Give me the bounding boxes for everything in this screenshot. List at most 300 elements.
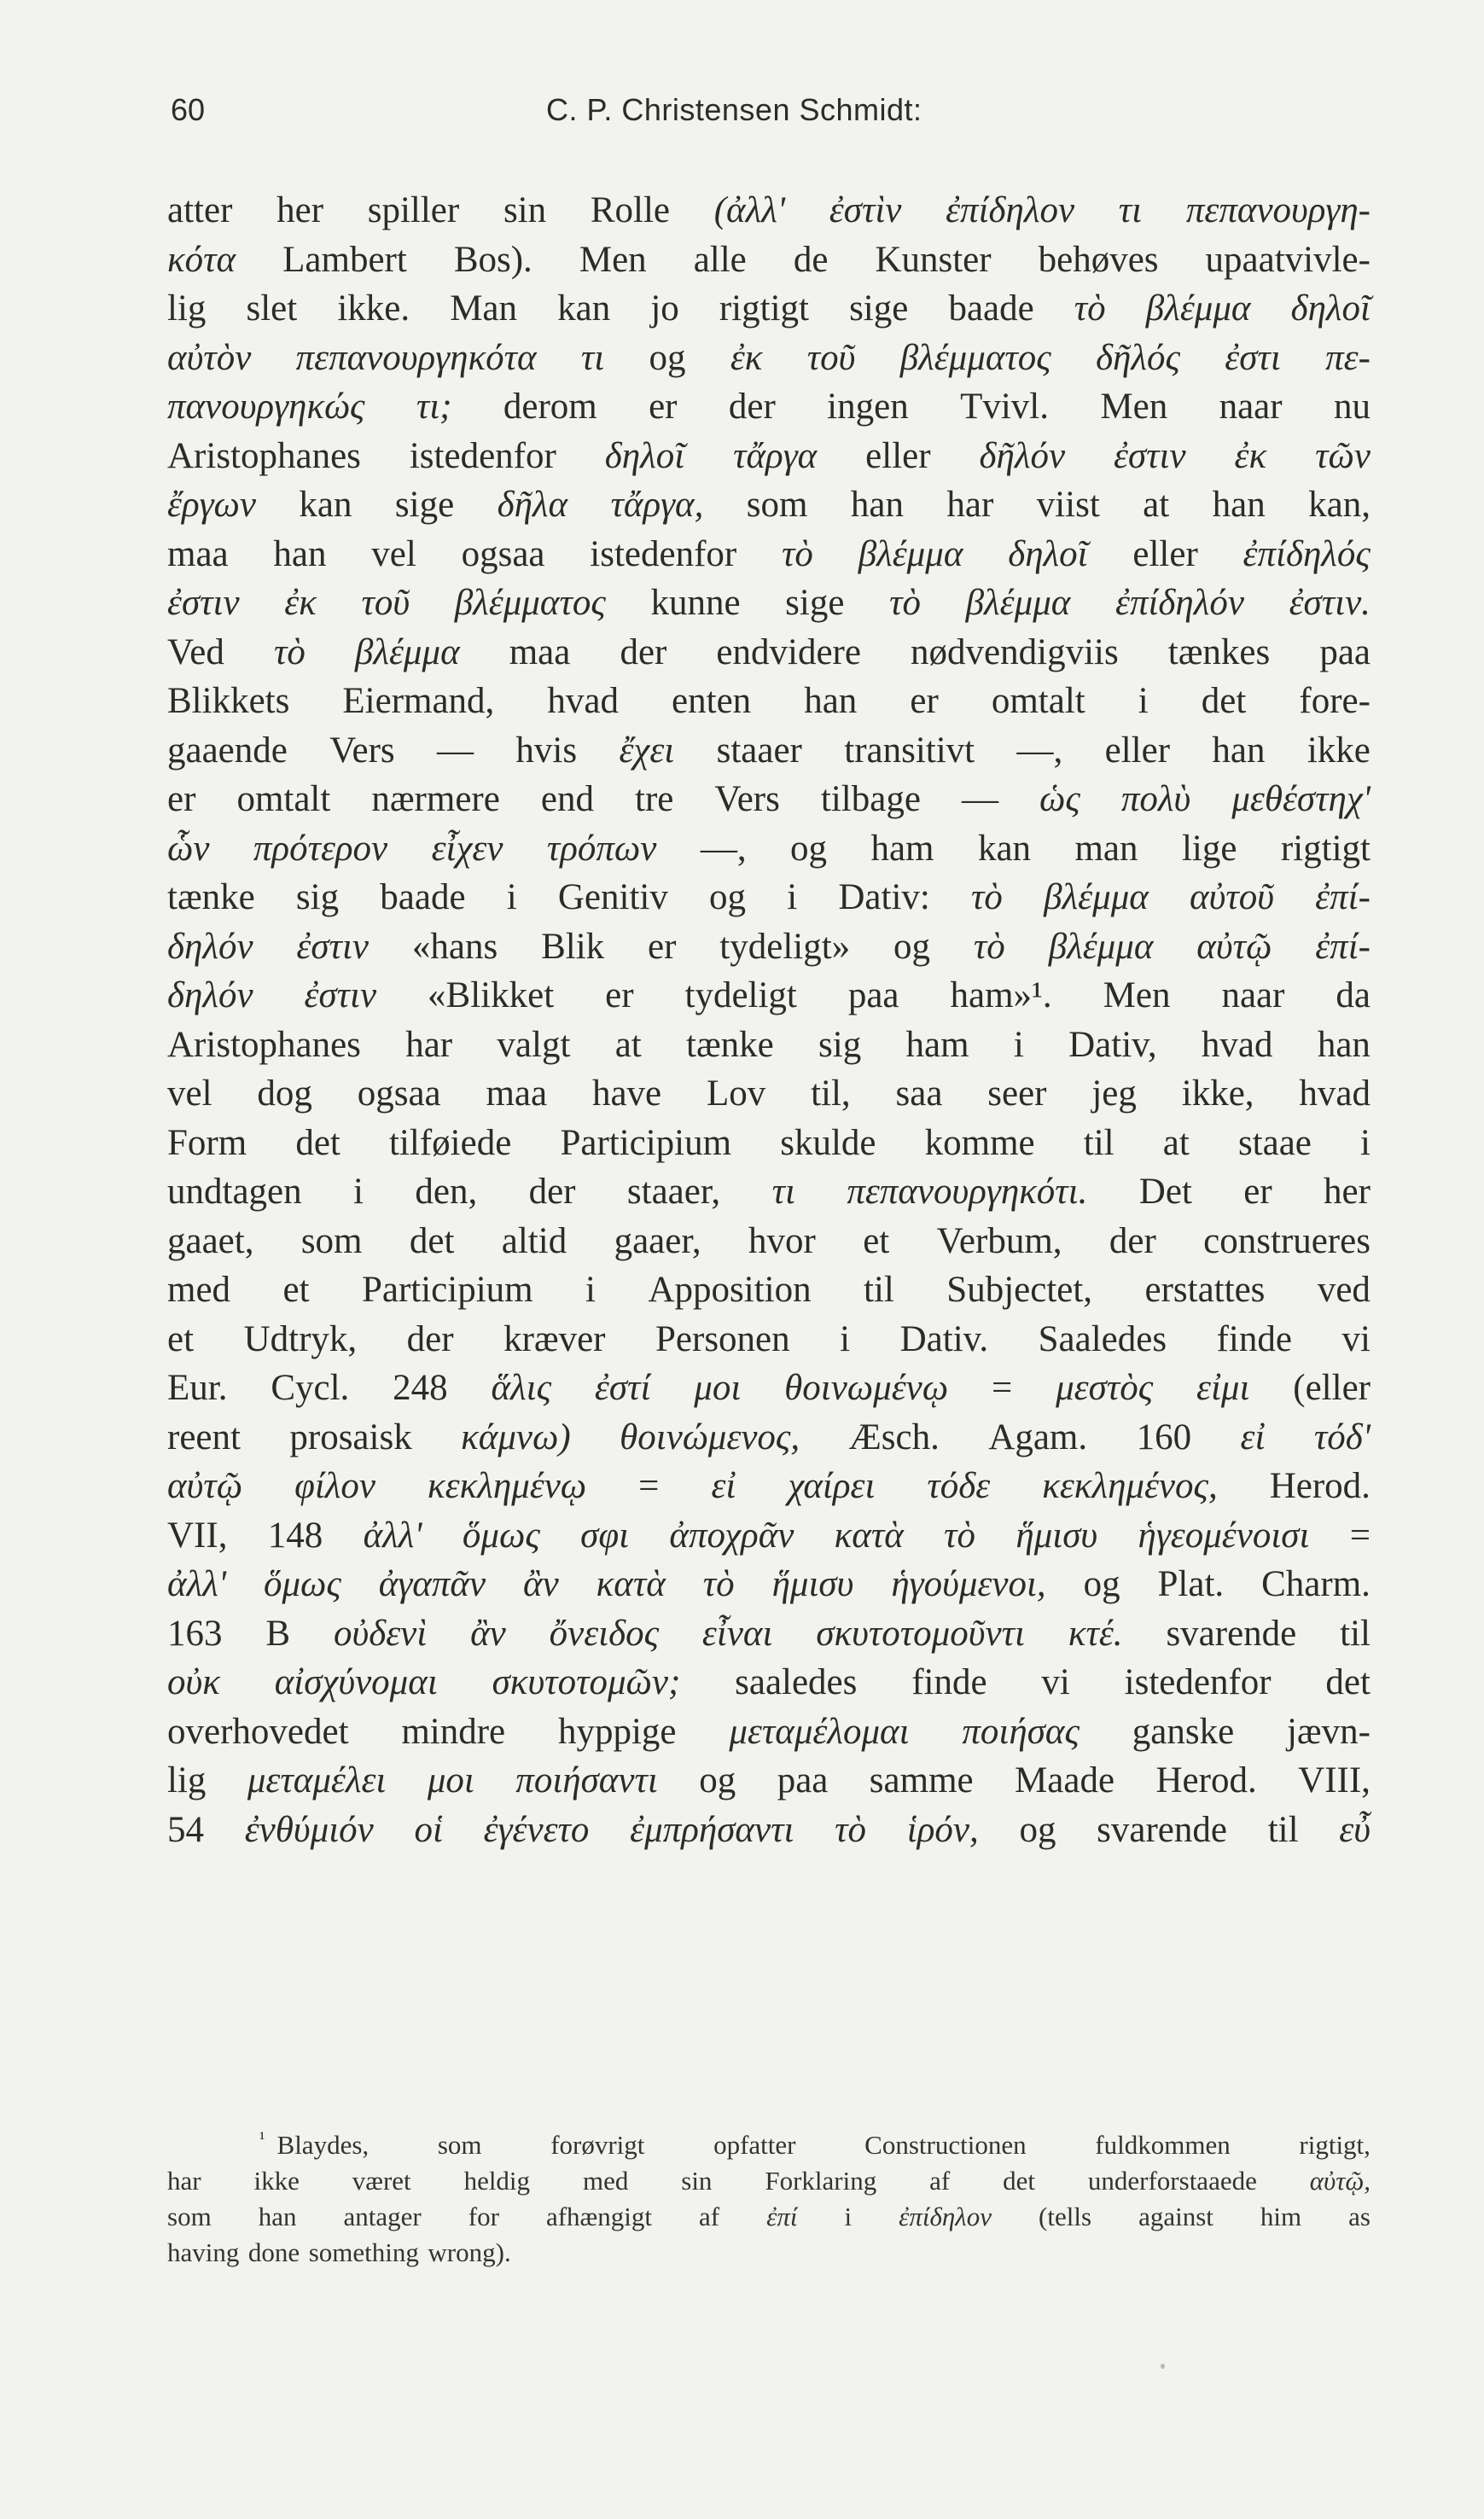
word: ἐστιν [304, 975, 377, 1015]
word: ἂν [470, 1613, 506, 1654]
word: ikke [253, 2166, 300, 2196]
word: han [1212, 485, 1266, 525]
word: kan [299, 485, 352, 525]
word: Men [579, 239, 647, 280]
word: finde [1216, 1318, 1292, 1359]
word: af [698, 2202, 720, 2231]
word: Udtryk, [243, 1318, 358, 1359]
word: hvor [748, 1220, 816, 1261]
word: af [929, 2166, 951, 2196]
word: Charm. [1261, 1564, 1371, 1604]
text-line [167, 726, 1371, 776]
text-line [167, 236, 1371, 285]
word: spiller [367, 190, 460, 230]
word: πρότερον [253, 828, 388, 869]
text-line [167, 334, 1371, 383]
word: δηλοῖ [1008, 533, 1088, 574]
word: gaaer, [614, 1220, 701, 1261]
word: δηλόν [167, 926, 253, 967]
word: det [295, 1122, 340, 1163]
word: i [353, 1172, 364, 1212]
word: ἀλλ' [167, 1564, 227, 1604]
word: i [585, 1270, 596, 1310]
word: underforstaaede [1087, 2166, 1257, 2196]
text-line [167, 971, 1371, 1021]
text-line [167, 1119, 1371, 1168]
word: staae [1237, 1122, 1312, 1163]
word: i [844, 2202, 853, 2231]
footnotes [167, 2127, 1371, 2271]
word: hvad [547, 681, 619, 721]
word: ἐπίδηλον [899, 2202, 992, 2231]
word: κτέ. [1068, 1613, 1123, 1654]
text-line [167, 579, 1371, 628]
text-line [167, 1609, 1371, 1659]
word: «Blikket [428, 975, 555, 1015]
word: Herod. [1155, 1760, 1257, 1801]
word: har [405, 1024, 453, 1065]
word: derom [503, 387, 597, 427]
text-line [167, 1364, 1371, 1413]
word: 163 [167, 1613, 223, 1654]
word: alle [693, 239, 747, 280]
word: kan [557, 288, 611, 329]
word: τι [1118, 190, 1143, 230]
word: naar [1219, 387, 1283, 427]
word: αὐτῷ, [1309, 2166, 1371, 2196]
word: lige [1181, 828, 1237, 869]
text-line [167, 1658, 1371, 1707]
word: han [273, 533, 327, 574]
word: VII, [167, 1515, 228, 1556]
footnote-line [167, 2199, 1371, 2235]
word: det [1201, 681, 1247, 721]
footnote-line [167, 2235, 1371, 2271]
word: forøvrigt [550, 2130, 645, 2160]
word: = [991, 1368, 1013, 1408]
word: er [1243, 1172, 1272, 1212]
footnote-mark: ¹ [259, 2127, 265, 2149]
word: ἐστὶν [829, 190, 902, 230]
word: kan [977, 828, 1032, 869]
text-line [167, 775, 1371, 824]
word: 160 [1136, 1417, 1192, 1457]
word: han [804, 681, 858, 721]
word: δηλοῖ [604, 435, 685, 476]
word: som [746, 485, 808, 525]
word: eller [1132, 533, 1198, 574]
word: κατὰ [596, 1564, 666, 1604]
word: Ved [167, 631, 224, 672]
word: gaaende [167, 730, 288, 771]
word: μεστὸς [1056, 1368, 1154, 1408]
word: jævn- [1286, 1711, 1371, 1752]
word: at [1162, 1122, 1190, 1163]
text-line [167, 1021, 1371, 1070]
word: Aristophanes [167, 435, 361, 476]
word: Blik [541, 926, 605, 967]
word: ἅλις [491, 1368, 552, 1408]
word: istedenfor [590, 533, 737, 574]
word: behøves [1038, 239, 1159, 280]
word: ἐνθύμιόν [244, 1809, 374, 1850]
word: ikke [1307, 730, 1371, 771]
word: Men [1100, 387, 1168, 427]
word: og [790, 828, 828, 869]
word: mindre [401, 1711, 506, 1752]
word: med [167, 1270, 231, 1310]
word: og [893, 926, 931, 967]
text-line [167, 1167, 1371, 1217]
word: viist [1036, 485, 1100, 525]
word: Det [1138, 1172, 1192, 1212]
word: — [961, 779, 998, 819]
paper-speck [1161, 2364, 1165, 2369]
word: et [282, 1270, 310, 1310]
word: upaatvivle- [1205, 239, 1371, 280]
word: ἐπί- [1315, 926, 1371, 967]
word: B [265, 1613, 291, 1654]
word: εἶχεν [431, 828, 503, 869]
word: rigtigt [719, 288, 809, 329]
word: jeg [1091, 1073, 1137, 1114]
word: μοι [427, 1760, 474, 1801]
word: Subjectet, [946, 1270, 1093, 1310]
word: er [167, 779, 196, 819]
word: sig [295, 877, 340, 917]
word: overhovedet [167, 1711, 349, 1752]
word: Dativ. [899, 1318, 989, 1359]
word: tænke [167, 877, 255, 917]
word: valgt [497, 1024, 571, 1065]
word: som [437, 2130, 482, 2160]
word: Genitiv [557, 877, 668, 917]
word: seer [987, 1073, 1047, 1114]
word: ἂν [523, 1564, 559, 1604]
word: hvis [515, 730, 578, 771]
word: Eur. [167, 1368, 228, 1408]
word: med [582, 2166, 629, 2196]
word: τὸ [782, 533, 813, 574]
word: (ἀλλ' [713, 190, 786, 230]
word: ἥμισυ [1016, 1515, 1098, 1556]
word: ἐστιν [296, 926, 369, 967]
word: βλέμμα [858, 533, 963, 574]
word: βλέμμα [965, 583, 1071, 623]
word: til [1083, 1122, 1114, 1163]
word: Lambert [282, 239, 407, 280]
word: κάμνω) [461, 1417, 571, 1457]
word: til [1340, 1613, 1371, 1654]
word: αὐτῷ [1196, 926, 1272, 967]
word: har [946, 485, 994, 525]
word: altid [501, 1220, 567, 1261]
word: vel [167, 1073, 212, 1114]
word: ingen [827, 387, 909, 427]
word: εὖ [1339, 1809, 1371, 1850]
word: ὧν [167, 828, 210, 869]
word: τοῦ [361, 583, 410, 623]
word: maa [167, 533, 229, 574]
word: og [709, 877, 747, 917]
word: τι [580, 337, 605, 378]
word: ἐπίδηλός [1242, 533, 1371, 574]
word: τὸ [971, 877, 1003, 917]
body-text [167, 186, 1371, 1854]
word: ogsaa [461, 533, 545, 574]
word: τοῦ [806, 337, 856, 378]
word: κατὰ [834, 1515, 904, 1556]
word: staaer, [626, 1172, 721, 1212]
word: ogsaa [357, 1073, 441, 1114]
word: him [1260, 2202, 1302, 2231]
word: svarende [1166, 1613, 1297, 1654]
text-line [167, 824, 1371, 874]
text-line [167, 1069, 1371, 1119]
word: tydeligt [684, 975, 797, 1015]
word: = [638, 1466, 660, 1506]
word: vi [1041, 1662, 1070, 1702]
page-number: 60 [171, 92, 206, 127]
word: ἐπί- [1315, 877, 1371, 917]
word: τῶν [1315, 435, 1371, 476]
word: τὸ [835, 1809, 867, 1850]
word: πεπανουργη- [1185, 190, 1371, 230]
word: gaaet, [167, 1220, 254, 1261]
text-line [167, 1462, 1371, 1511]
word: tydeligt» [719, 926, 851, 967]
word: og [1083, 1564, 1120, 1604]
word: something [308, 2237, 419, 2267]
word: against [1138, 2202, 1213, 2231]
word: ἐπίδηλόν [1115, 583, 1244, 623]
word: Eiermand, [342, 681, 495, 721]
word: undtagen [167, 1172, 302, 1212]
word: ἀλλ' [363, 1515, 422, 1556]
word: εἰμι [1196, 1368, 1250, 1408]
word: εἶναι [701, 1613, 773, 1654]
word: lig [167, 1760, 207, 1801]
word: nu [1333, 387, 1371, 427]
word: Herod. [1269, 1466, 1371, 1506]
word: μοι [694, 1368, 742, 1408]
word: πεπανουργηκότι. [847, 1172, 1088, 1212]
word: κότα [167, 239, 236, 280]
word: βλέμμα [1145, 288, 1251, 329]
word: og [649, 337, 686, 378]
word: er [648, 926, 677, 967]
word: omtalt [991, 681, 1085, 721]
word: i [1360, 1122, 1371, 1163]
word: μεταμέλομαι [729, 1711, 910, 1752]
word: Forklaring [765, 2166, 877, 2196]
word: βλέμματος [899, 337, 1051, 378]
word: εἰ [1240, 1417, 1266, 1457]
word: nærmere [371, 779, 500, 819]
word: saa [895, 1073, 943, 1114]
word: Dativ: [838, 877, 930, 917]
word: ὅμως [263, 1564, 341, 1604]
word: der [528, 1172, 576, 1212]
word: i [1013, 1024, 1024, 1065]
word: paa [1319, 631, 1371, 672]
word: baade [380, 877, 466, 917]
word: rigtigt [1280, 828, 1371, 869]
word: ἡγεομένοισι [1138, 1515, 1310, 1556]
word: ἥμισυ [771, 1564, 854, 1604]
word: hvad [1299, 1073, 1371, 1114]
word: μεταμέλει [247, 1760, 387, 1801]
word: τὸ [1074, 288, 1106, 329]
word: Kunster [875, 239, 992, 280]
word: tilbage [820, 779, 921, 819]
word: δηλόν [167, 975, 253, 1015]
word: Vers [329, 730, 395, 771]
word: transitivt [844, 730, 975, 771]
word: ganske [1132, 1711, 1235, 1752]
word: ὅμως [462, 1515, 540, 1556]
word: til, [811, 1073, 851, 1114]
word: εἰ [711, 1466, 736, 1506]
text-line [167, 284, 1371, 334]
word: Apposition [648, 1270, 812, 1310]
text-line [167, 1265, 1371, 1315]
word: heldig [463, 2166, 531, 2196]
word: i [787, 877, 798, 917]
word: 54 [167, 1809, 204, 1850]
word: der [728, 387, 776, 427]
word: αὐτοῦ [1190, 877, 1274, 917]
word: ἐπίδηλον [946, 190, 1075, 230]
page-header [171, 92, 1400, 143]
word: σκυτοτομῶν; [492, 1662, 681, 1702]
word: været [352, 2166, 411, 2196]
word: ἐστιν. [1289, 583, 1371, 623]
word: ham [905, 1024, 969, 1065]
word: Aristophanes [167, 1024, 361, 1065]
word: vel [371, 533, 416, 574]
word: finde [911, 1662, 987, 1702]
word: har [167, 2166, 201, 2196]
text-line [167, 186, 1371, 236]
word: som [167, 2202, 212, 2231]
word: tilføiede [389, 1122, 512, 1163]
word: Cycl. [271, 1368, 350, 1408]
text-line [167, 1707, 1371, 1757]
word: det [409, 1220, 455, 1261]
word: βλέμμα [354, 631, 460, 672]
word: τόδε [927, 1466, 991, 1506]
word: svarende [1097, 1809, 1227, 1850]
word: τὸ [944, 1515, 976, 1556]
word: der [406, 1318, 454, 1359]
word: hyppige [557, 1711, 677, 1752]
word: βλέμμα [1044, 877, 1149, 917]
footnote-line [167, 2163, 1371, 2199]
word: ἔργων [167, 485, 256, 525]
word: der [620, 631, 667, 672]
word: sin [503, 190, 547, 230]
word: saaledes [735, 1662, 858, 1702]
word: ὡς [1039, 779, 1080, 819]
word: ἱρόν, [906, 1809, 979, 1850]
word: maa [509, 631, 571, 672]
word: end [540, 779, 594, 819]
word: κεκλημένος, [1042, 1466, 1218, 1506]
word: Agam. [988, 1417, 1088, 1457]
word: fore- [1299, 681, 1371, 721]
word: hvad [1201, 1024, 1273, 1065]
word: og [699, 1760, 736, 1801]
word: Vers [714, 779, 780, 819]
word: ἀγαπᾶν [378, 1564, 486, 1604]
word: Dativ, [1068, 1024, 1157, 1065]
word: τἄργα, [610, 485, 704, 525]
text-line [167, 432, 1371, 481]
text-line [167, 480, 1371, 530]
word: her [276, 190, 324, 230]
word: Rolle [590, 190, 671, 230]
word: i [506, 877, 517, 917]
word: ἐπί [766, 2202, 798, 2231]
word: ἐκ [730, 337, 763, 378]
word: naar [1221, 975, 1285, 1015]
word: Bos). [453, 239, 532, 280]
word: ἐστιν [167, 583, 240, 623]
word: paa [777, 1760, 829, 1801]
word: fuldkommen [1095, 2130, 1231, 2160]
word: τόδ' [1313, 1417, 1371, 1457]
word: οὐκ [167, 1662, 220, 1702]
word: Form [167, 1122, 247, 1163]
text-line [167, 1756, 1371, 1806]
word: ἐγένετο [483, 1809, 590, 1850]
word: ἡγούμενοι, [891, 1564, 1046, 1604]
word: han [1317, 1024, 1371, 1065]
word: βλέμμα [1048, 926, 1154, 967]
word: han [1212, 730, 1266, 771]
word: i [840, 1318, 851, 1359]
word: ἐμπρήσαντι [630, 1809, 794, 1850]
word: antager [343, 2202, 422, 2231]
word: τι; [416, 387, 452, 427]
word: θοινώμενος, [620, 1417, 800, 1457]
text-line [167, 382, 1371, 432]
word: nødvendigviis [911, 631, 1119, 672]
word: tre [635, 779, 674, 819]
word: VIII, [1298, 1760, 1371, 1801]
word: er [605, 975, 634, 1015]
word: τρόπων [546, 828, 657, 869]
word: lig [167, 288, 207, 329]
word: πανουργηκώς [167, 387, 365, 427]
word: Æsch. [848, 1417, 940, 1457]
word: = [1349, 1515, 1371, 1556]
text-line [167, 922, 1371, 972]
word: ὄνειδος [549, 1613, 660, 1654]
text-line [167, 873, 1371, 922]
word: atter [167, 190, 233, 230]
word: endvidere [716, 631, 861, 672]
word: er [649, 387, 678, 427]
word: Plat. [1157, 1564, 1225, 1604]
word: (eller [1293, 1368, 1371, 1408]
word: Personen [655, 1318, 790, 1359]
word: skulde [780, 1122, 876, 1163]
word: τι [771, 1172, 795, 1212]
word: ἀποχρᾶν [669, 1515, 794, 1556]
word: δηλοῖ [1290, 288, 1371, 329]
